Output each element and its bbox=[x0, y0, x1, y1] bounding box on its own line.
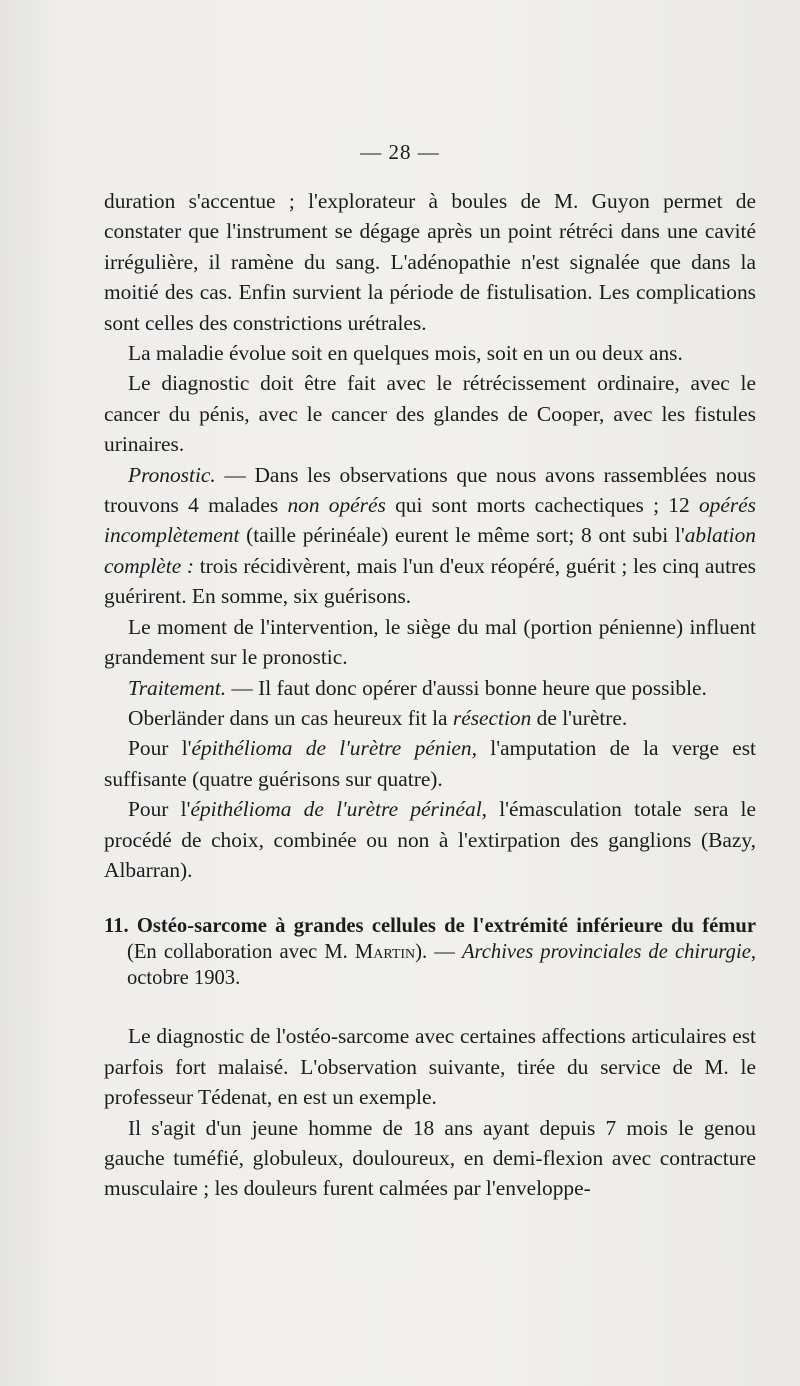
traitement-text: — Il faut donc opérer d'aussi bonne heure que possible. bbox=[226, 675, 707, 700]
section-collab-name: Martin bbox=[354, 941, 416, 964]
paragraph-oberlander bbox=[104, 703, 756, 733]
body-text bbox=[104, 186, 756, 1204]
pronostic-text-1: — Dans les observations que nous avons rassemblées nous trouvons 4 malades bbox=[104, 462, 756, 518]
penien-text-2: l'amputation de la verge est suffisante (quatre guérisons sur quatre). bbox=[104, 736, 757, 791]
pronostic-label: Pronostic. bbox=[128, 462, 216, 487]
page-number: — 28 — bbox=[360, 140, 440, 164]
section-collab-prefix: (En collaboration avec M. bbox=[127, 941, 355, 964]
pronostic-italic-3: ablation complète : bbox=[104, 523, 756, 578]
section-collab-suffix: ). — bbox=[415, 941, 462, 964]
paragraph-diagnostic: Le diagnostic doit être fait avec le rétrécissement ordinaire, avec le cancer du pénis, avec le cancer des glandes de Cooper, avec les fistules urinaires. bbox=[104, 371, 756, 457]
paragraph-duration: duration s'accentue ; l'explorateur à boules de M. Guyon permet de constater que l'instrument se dégage après un point rétréci dans une cavité irrégulière, il ramène du sang. L'adénopathie n'est signalée que dans la moitié des cas. Enfin survient la période de fistulisation. Les complications sont celles des constrictions urétrales. bbox=[104, 189, 756, 335]
section-date: , octobre 1903. bbox=[127, 941, 756, 990]
paragraph-osteo-diagnostic: Le diagnostic de l'ostéo-sarcome avec certaines affections articulaires est parfois fort malaisé. L'observation suivante, tirée du service de M. le professeur Tédenat, en est un exemple. bbox=[104, 1024, 756, 1110]
penien-italic: épithélioma de l'urètre pénien, bbox=[191, 736, 477, 761]
traitement-label: Traitement. bbox=[128, 675, 227, 700]
section-heading bbox=[104, 913, 756, 991]
section-journal: Archives provinciales de chirurgie bbox=[461, 941, 751, 964]
perineal-text-1: Pour l' bbox=[128, 797, 191, 822]
oberlander-text-2: de l'urètre. bbox=[531, 705, 628, 730]
pronostic-italic-2: opérés incomplètement bbox=[104, 493, 756, 548]
pronostic-text-3: (taille périnéale) eurent le même sort; 8 ont subi l' bbox=[239, 523, 685, 548]
paragraph-traitement bbox=[104, 673, 756, 703]
paragraph-perineal bbox=[104, 794, 756, 885]
paragraph-case: Il s'agit d'un jeune homme de 18 ans ayant depuis 7 mois le genou gauche tuméfié, globuleux, douloureux, en demi-flexion avec contracture musculaire ; les douleurs furent calmées par l'enveloppe- bbox=[104, 1115, 756, 1201]
pronostic-text-4: trois récidivèrent, mais l'un d'eux réopéré, guérit ; les cinq autres guérirent. En somme, six guérisons. bbox=[104, 553, 756, 609]
pronostic-text-2: qui sont morts cachectiques ; 12 bbox=[385, 493, 699, 518]
paragraph-penien bbox=[104, 733, 756, 794]
pronostic-italic-1: non opérés bbox=[287, 493, 386, 518]
perineal-text-2: , l'émasculation totale sera le procédé de choix, combinée ou non à l'extirpation des ganglions (Bazy, Albarran). bbox=[104, 797, 756, 882]
section-title: 11. Ostéo-sarcome à grandes cellules de l'extrémité inférieure du fémur bbox=[104, 915, 756, 938]
paragraph-pronostic bbox=[104, 460, 756, 612]
paragraph-evolution: La maladie évolue soit en quelques mois, soit en un ou deux ans. bbox=[128, 341, 683, 366]
paragraph-moment: Le moment de l'intervention, le siège du mal (portion pénienne) influent grandement sur le pronostic. bbox=[104, 614, 756, 670]
oberlander-text-1: Oberländer dans un cas heureux fit la bbox=[128, 705, 453, 730]
perineal-italic: épithélioma de l'urètre périnéal bbox=[190, 797, 482, 822]
penien-text-1: Pour l' bbox=[128, 736, 192, 761]
oberlander-italic: résection bbox=[452, 705, 532, 730]
